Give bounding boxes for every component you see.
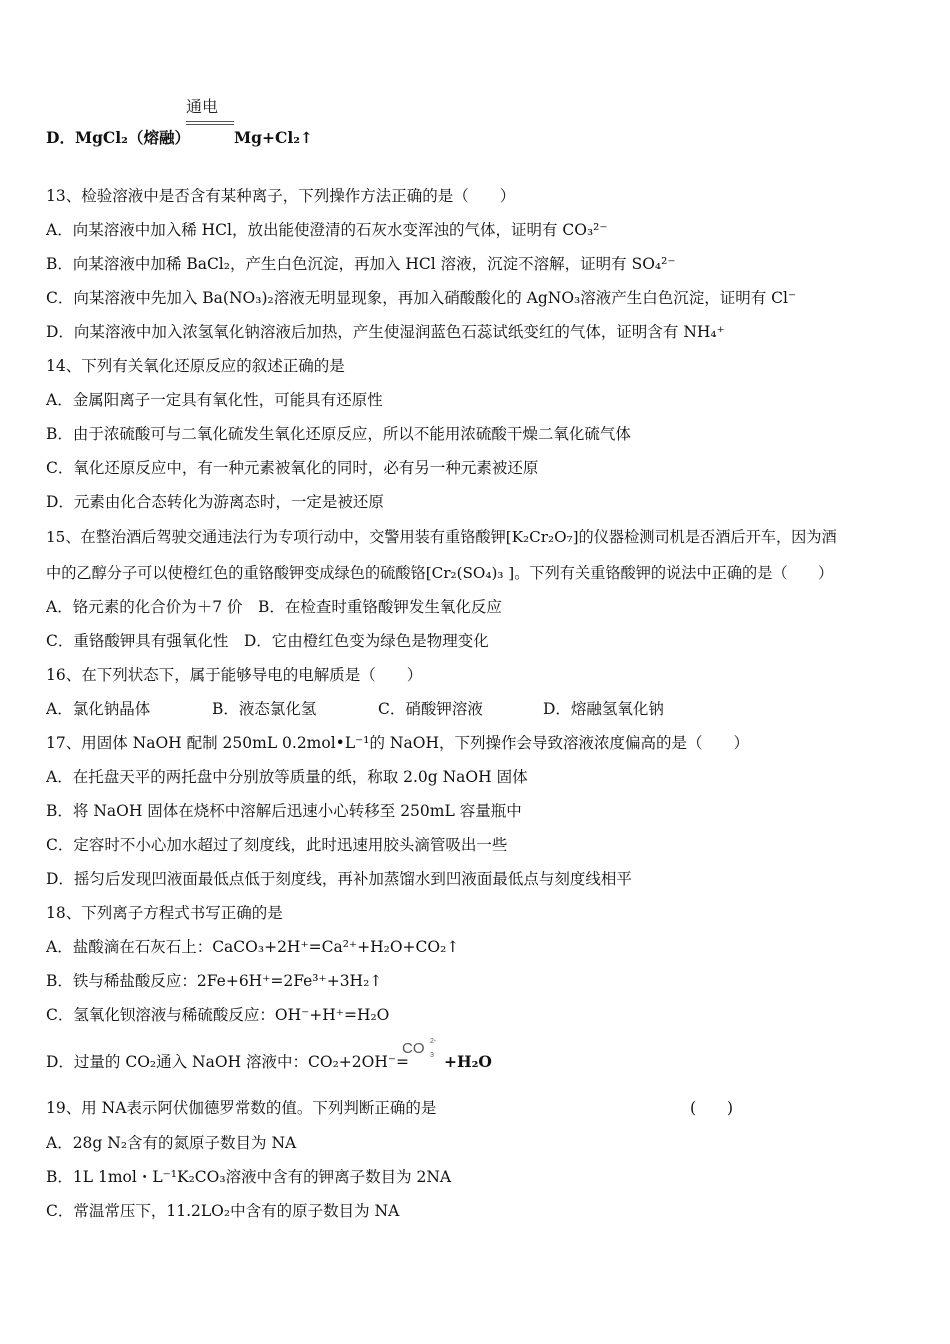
q17-option-b: B．将 NaOH 固体在烧杯中溶解后迅速小心转移至 250mL 容量瓶中 bbox=[46, 802, 522, 820]
q18-option-d-left: D．过量的 CO₂通入 NaOH 溶液中：CO₂+2OH⁻= bbox=[46, 1053, 410, 1071]
q13-stem: 13、检验溶液中是否含有某种离子，下列操作方法正确的是（ ） bbox=[46, 187, 516, 205]
q18-option-a: A．盐酸滴在石灰石上：CaCO₃+2H⁺=Ca²⁺+H₂O+CO₂↑ bbox=[46, 938, 460, 956]
reaction-arrow-bar bbox=[186, 121, 234, 125]
q14-option-c: C．氧化还原反应中，有一种元素被氧化的同时，必有另一种元素被还原 bbox=[46, 459, 539, 477]
q13-option-c: C．向某溶液中先加入 Ba(NO₃)₂溶液无明显现象，再加入硝酸酸化的 AgNO₃溶液产生白色沉淀，证明有 Cl⁻ bbox=[46, 289, 797, 307]
carbonate-charge: 2- bbox=[430, 1038, 437, 1045]
q17-option-a: A．在托盘天平的两托盘中分别放等质量的纸，称取 2.0g NaOH 固体 bbox=[46, 768, 528, 786]
q15-stem-line2: 中的乙醇分子可以使橙红色的重铬酸钾变成绿色的硫酸铬[Cr₂(SO₄)₃ ]。下列有关重铬酸钾的说法中正确的是（ ） bbox=[46, 564, 834, 582]
q18-option-d-right: +H₂O bbox=[444, 1052, 492, 1071]
q19-answer-paren: ( ) bbox=[690, 1099, 734, 1117]
q17-option-c: C．定容时不小心加水超过了刻度线，此时迅速用胶头滴管吸出一些 bbox=[46, 836, 508, 854]
q13-option-d: D．向某溶液中加入浓氢氧化钠溶液后加热，产生使湿润蓝色石蕊试纸变红的气体，证明含有 NH₄⁺ bbox=[46, 323, 725, 341]
q19-stem: 19、用 NA表示阿伏伽德罗常数的值。下列判断正确的是 bbox=[46, 1099, 437, 1117]
q16-option-c: C．硝酸钾溶液 bbox=[378, 700, 483, 718]
q16-option-b: B．液态氯化氢 bbox=[212, 700, 317, 718]
q13-option-b: B．向某溶液中加稀 BaCl₂，产生白色沉淀，再加入 HCl 溶液，沉淀不溶解，证明有 SO₄²⁻ bbox=[46, 255, 676, 273]
q15-stem-line1: 15、在整治酒后驾驶交通违法行为专项行动中，交警用装有重铬酸钾[K₂Cr₂O₇]的仪器检测司机是否酒后开车，因为酒 bbox=[46, 528, 837, 546]
q15-options-ab: A．铬元素的化合价为＋7 价 B．在检查时重铬酸钾发生氧化反应 bbox=[46, 598, 502, 616]
q14-stem: 14、下列有关氧化还原反应的叙述正确的是 bbox=[46, 357, 345, 375]
q18-option-b: B．铁与稀盐酸反应：2Fe+6H⁺=2Fe³⁺+3H₂↑ bbox=[46, 972, 383, 990]
carbonate-subscript: 3 bbox=[430, 1052, 434, 1059]
q13-option-a: A．向某溶液中加入稀 HCl，放出能使澄清的石灰水变浑浊的气体，证明有 CO₃²⁻ bbox=[46, 221, 608, 239]
q14-option-d: D．元素由化合态转化为游离态时，一定是被还原 bbox=[46, 493, 384, 511]
q16-option-a: A．氯化钠晶体 bbox=[46, 700, 151, 718]
q14-option-b: B．由于浓硫酸可与二氧化硫发生氧化还原反应，所以不能用浓硫酸干燥二氧化硫气体 bbox=[46, 425, 631, 443]
q14-option-a: A．金属阳离子一定具有氧化性，可能具有还原性 bbox=[46, 391, 383, 409]
q17-option-d: D．摇匀后发现凹液面最低点低于刻度线，再补加蒸馏水到凹液面最低点与刻度线相平 bbox=[46, 870, 632, 888]
reaction-condition: 通电 bbox=[186, 97, 219, 116]
q12-option-d-right: Mg+Cl₂↑ bbox=[234, 128, 313, 147]
q15-options-cd: C．重铬酸钾具有强氧化性 D．它由橙红色变为绿色是物理变化 bbox=[46, 632, 489, 650]
q19-option-a: A．28g N₂含有的氮原子数目为 NA bbox=[46, 1134, 297, 1152]
q18-stem: 18、下列离子方程式书写正确的是 bbox=[46, 904, 283, 922]
carbonate-formula: CO bbox=[402, 1040, 425, 1057]
q16-stem: 16、在下列状态下，属于能够导电的电解质是（ ） bbox=[46, 666, 423, 684]
q18-option-c: C．氢氧化钡溶液与稀硫酸反应：OH⁻+H⁺=H₂O bbox=[46, 1006, 390, 1024]
q19-option-c: C．常温常压下，11.2LO₂中含有的原子数目为 NA bbox=[46, 1202, 400, 1220]
q16-option-d: D．熔融氢氧化钠 bbox=[543, 700, 664, 718]
q19-option-b: B．1L 1mol・L⁻¹K₂CO₃溶液中含有的钾离子数目为 2NA bbox=[46, 1168, 452, 1186]
q12-option-d-left: D．MgCl₂（熔融） bbox=[46, 128, 190, 147]
q17-stem: 17、用固体 NaOH 配制 250mL 0.2mol•L⁻¹的 NaOH，下列操作会导致溶液浓度偏高的是（ ） bbox=[46, 734, 749, 752]
